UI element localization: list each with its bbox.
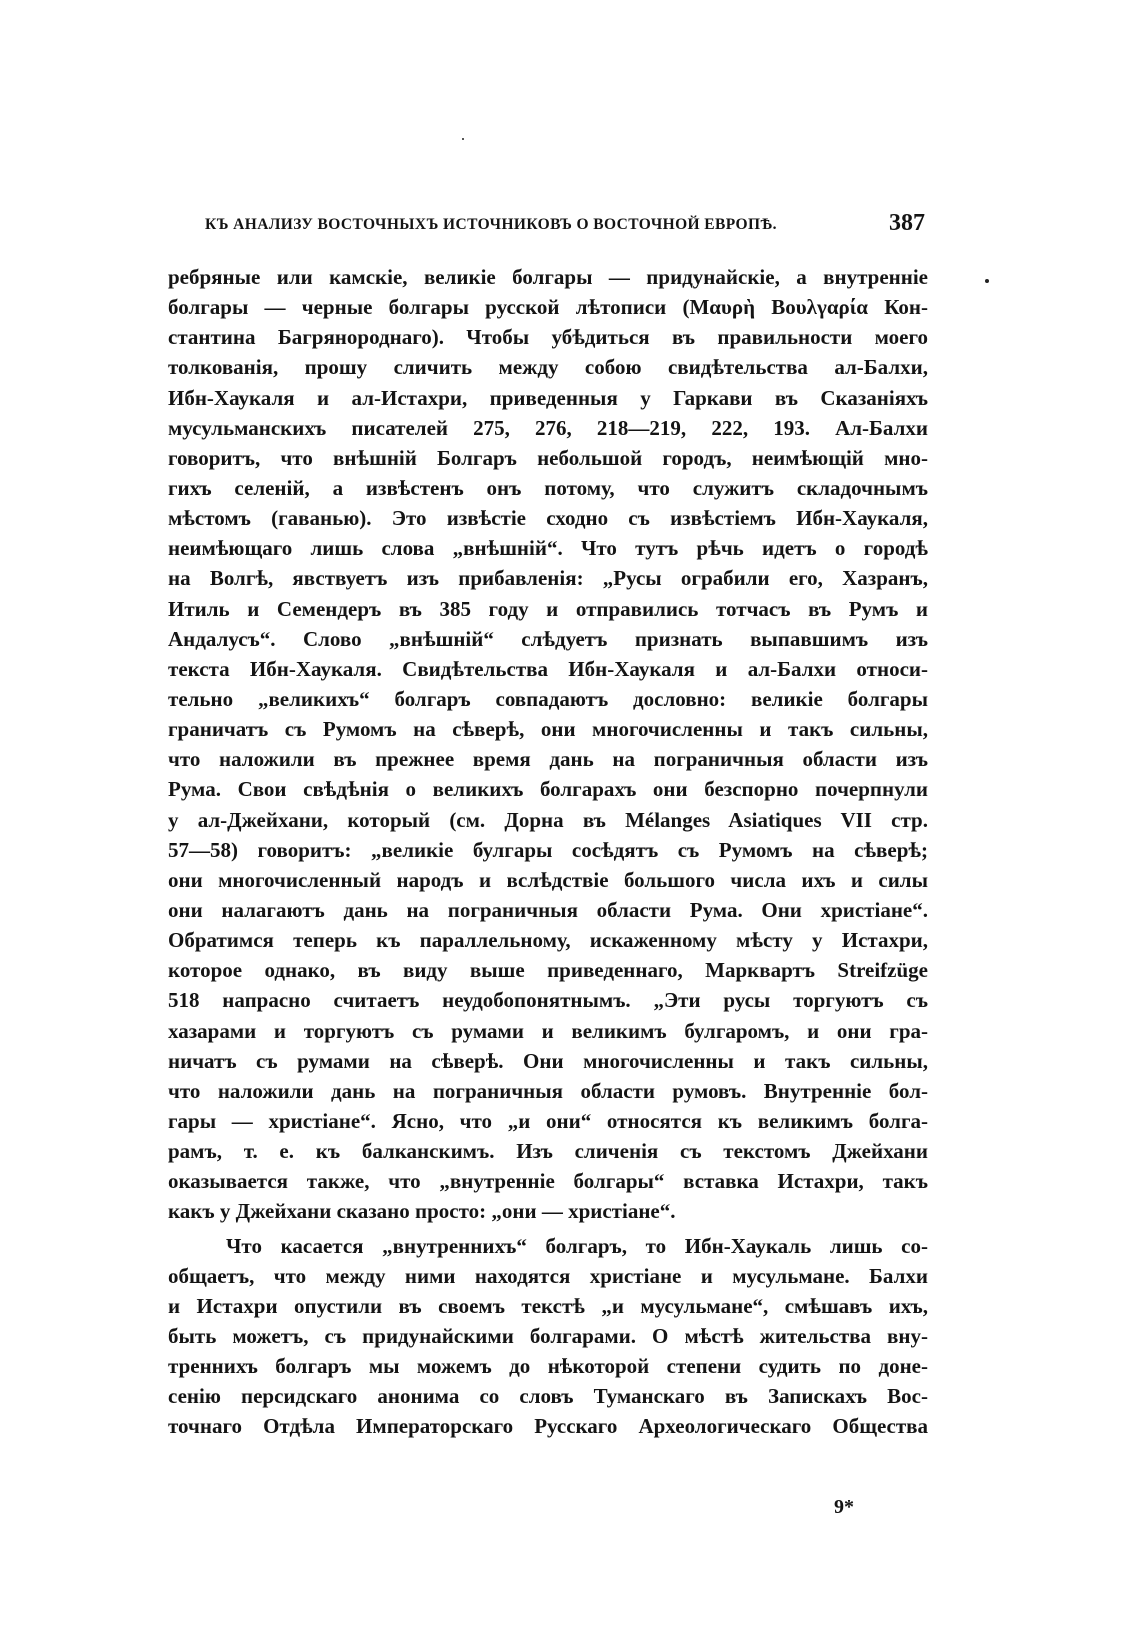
text-line: Что касается „внутреннихъ“ болгаръ, то Ибн-Хаукаль лишь со- (226, 1233, 928, 1258)
text-line: гары — христіане“. Ясно, что „и они“ относятся къ великимъ болга- (168, 1108, 928, 1133)
text-line: точнаго Отдѣла Императорскаго Русскаго Археологическаго Общества (168, 1414, 928, 1439)
text-line: сенію персидскаго анонима со словъ Туманскаго въ Запискахъ Вос- (168, 1384, 928, 1409)
text-line: говоритъ, что внѣшній Болгаръ небольшой городъ, неимѣющій мно- (168, 445, 928, 470)
text-line: быть можетъ, съ придунайскими болгарами. О мѣстѣ жительства вну- (168, 1323, 928, 1348)
text-line: они многочисленный народъ и вслѣдствіе большого числа ихъ и силы (168, 867, 928, 892)
text-line: Ибн-Хаукаля и ал-Истахри, приведенныя у Гаркави въ Сказаніяхъ (168, 385, 928, 410)
body-text (168, 262, 928, 1441)
text-line: Андалусъ“. Слово „внѣшній“ слѣдуетъ признать выпавшимъ изъ (168, 626, 928, 651)
text-line: Обратимся теперь къ параллельному, искаженному мѣсту у Истахри, (168, 928, 928, 953)
text-line: треннихъ болгаръ мы можемъ до нѣкоторой степени судить по доне- (168, 1354, 928, 1379)
text-line: мѣстомъ (гаванью). Это извѣстіе сходно съ извѣстіемъ Ибн-Хаукаля, (168, 506, 928, 531)
text-line: 518 напрасно считаетъ неудобопонятнымъ. „Эти русы торгуютъ съ (168, 988, 928, 1013)
text-line: рамъ, т. е. къ балканскимъ. Изъ сличенія съ текстомъ Джейхани (168, 1139, 928, 1164)
text-line: текста Ибн-Хаукаля. Свидѣтельства Ибн-Хаукаля и ал-Балхи относи- (168, 656, 928, 681)
text-line: что наложили въ прежнее время дань на пограничныя области изъ (168, 747, 928, 772)
text-line: гихъ селеній, а извѣстенъ онъ потому, что служитъ складочнымъ (168, 475, 928, 500)
text-line: Итиль и Семендеръ въ 385 году и отправились тотчасъ въ Румъ и (168, 596, 928, 621)
text-line: что наложили дань на пограничныя области румовъ. Внутренніе бол- (168, 1078, 928, 1103)
text-line: и Истахри опустили въ своемъ текстѣ „и мусульмане“, смѣшавъ ихъ, (168, 1293, 928, 1318)
text-line: которое однако, въ виду выше приведеннаго, Марквартъ Streifzüge (168, 958, 928, 983)
text-line: хазарами и торгуютъ съ румами и великимъ булгаромъ, и они гра- (168, 1018, 928, 1043)
text-line: 57—58) говоритъ: „великіе булгары сосѣдятъ съ Румомъ на сѣверѣ; (168, 837, 928, 862)
text-line: какъ у Джейхани сказано просто: „они — христіане“. (168, 1199, 676, 1224)
text-line: болгары — черные болгары русской лѣтописи (Μαυρὴ Βουλγαρία Кон- (168, 295, 928, 320)
page-number: 387 (889, 210, 925, 236)
text-line: ничатъ съ румами на сѣверѣ. Они многочисленны и такъ сильны, (168, 1048, 928, 1073)
text-line: Рума. Свои свѣдѣнія о великихъ болгарахъ они безспорно почерпнули (168, 777, 928, 802)
text-line: на Волгѣ, явствуетъ изъ прибавленія: „Русы ограбили его, Хазранъ, (168, 566, 928, 591)
text-line: неимѣющаго лишь слова „внѣшній“. Что тутъ рѣчь идетъ о городѣ (168, 536, 928, 561)
text-line: мусульманскихъ писателей 275, 276, 218—219, 222, 193. Ал-Балхи (168, 415, 928, 440)
text-line: граничатъ съ Румомъ на сѣверѣ, они многочисленны и такъ сильны, (168, 717, 928, 742)
text-line: оказывается также, что „внутренніе болгары“ вставка Истахри, такъ (168, 1169, 928, 1194)
scan-speck (985, 279, 989, 283)
signature-mark: 9* (834, 1496, 854, 1518)
text-line: толкованія, прошу сличить между собою свидѣтельства ал-Балхи, (168, 355, 928, 380)
text-line: ребряные или камскіе, великіе болгары — придунайскіе, а внутренніе (168, 265, 928, 289)
running-title: КЪ АНАЛИЗУ ВОСТОЧНЫХЪ ИСТОЧНИКОВЪ О ВОСТОЧНОЙ ЕВРОПѢ. (205, 216, 777, 233)
running-head (205, 212, 925, 242)
text-line: общаетъ, что между ними находятся христіане и мусульмане. Балхи (168, 1263, 928, 1288)
text-line: стантина Багрянороднаго). Чтобы убѣдиться въ правильности моего (168, 325, 928, 350)
text-line: они налагаютъ дань на пограничныя области Рума. Они христіане“. (168, 897, 928, 922)
text-line: тельно „великихъ“ болгаръ совпадаютъ дословно: великіе болгары (168, 686, 928, 711)
text-line: у ал-Джейхани, который (см. Дорна въ Mélanges Asiatiques VII стр. (168, 807, 928, 832)
scan-speck (462, 138, 464, 140)
